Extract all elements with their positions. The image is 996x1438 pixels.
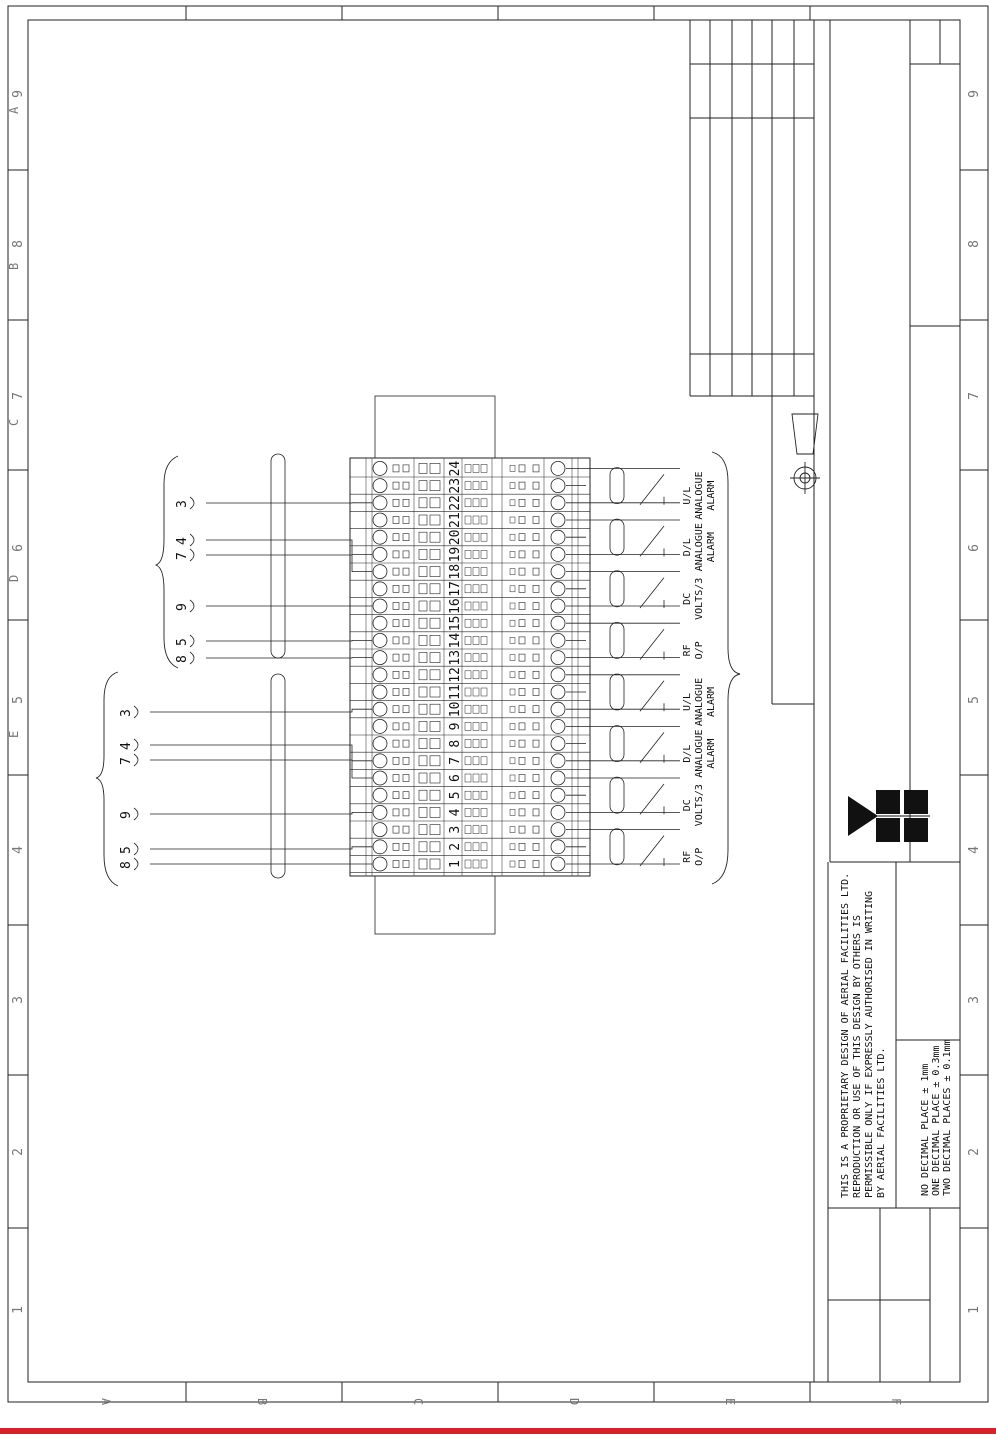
tolerance-line: TWO DECIMAL PLACES ± 0.1mm (942, 1039, 953, 1196)
terminal-number: 21 (448, 512, 463, 528)
wire (206, 540, 372, 554)
terminal-number: 8 (448, 740, 463, 748)
terminal-number: 1 (448, 860, 463, 868)
terminal-number: 17 (448, 581, 463, 597)
terminal-number: 20 (448, 530, 463, 546)
zone-letter-left: D (7, 575, 21, 582)
zone-letter-left: B (7, 263, 21, 270)
projection-symbol (790, 414, 820, 494)
terminal-block-body (350, 458, 590, 876)
alarm-label-line3: ALARM (706, 481, 717, 511)
bda1-pin-label: 9 (119, 811, 134, 819)
terminal-number: 16 (448, 598, 463, 614)
zone-number-right: 4 (967, 846, 982, 854)
bda2-pin-label: 5 (175, 638, 190, 646)
alarm-label-line1: U/L (682, 693, 693, 711)
bda2-pin-label: 8 (175, 655, 190, 663)
terminal-number: 19 (448, 547, 463, 563)
cable-screen-oval-2 (271, 454, 285, 658)
zone-number-left: 1 (11, 1306, 26, 1314)
proprietary-line: PERMISSIBLE ONLY IF EXPRESSLY AUTHORISED IN WRITING (864, 891, 875, 1198)
terminal-number: 22 (448, 495, 463, 511)
alarm-label-line1: DC (682, 593, 693, 605)
bda2-pin-socket (190, 534, 194, 546)
bda1-pin-socket (134, 858, 138, 870)
wire (206, 555, 372, 572)
bda1-pin-socket (134, 808, 138, 820)
relay-switch (640, 474, 664, 504)
bda1-pin-label: 5 (119, 846, 134, 854)
bda2-pin-label: 9 (175, 603, 190, 611)
zone-letter-bottom: D (567, 1398, 581, 1405)
zone-letter-bottom: B (255, 1398, 269, 1405)
relay-contacts (586, 468, 680, 866)
zone-number-left: 2 (11, 1148, 26, 1156)
zone-letter-bottom: E (723, 1398, 737, 1405)
relay-oval (610, 622, 624, 658)
relay-switch (640, 732, 664, 762)
terminal-number: 7 (448, 757, 463, 765)
zone-number-left: 9 (11, 90, 26, 98)
bda2-brace (156, 456, 178, 668)
bda1-pin-label: 8 (119, 861, 134, 869)
zone-number-right: 6 (967, 544, 982, 552)
bda1-brace (96, 672, 118, 886)
zone-number-right: 9 (967, 90, 982, 98)
terminal-number: 18 (448, 564, 463, 580)
zone-letter-bottom: A (99, 1398, 113, 1406)
tolerance-line: ONE DECIMAL PLACE ± 0.3mm (931, 1045, 942, 1196)
zone-number-right: 3 (967, 996, 982, 1004)
tolerance-line: NO DECIMAL PLACE ± 1mm (920, 1064, 931, 1196)
terminal-number: 23 (448, 478, 463, 494)
zone-letter-bottom: C (411, 1398, 425, 1405)
zone-letter-left: E (7, 731, 21, 738)
zone-number-right: 7 (967, 392, 982, 400)
zone-letter-bottom-right: F (889, 1398, 903, 1405)
terminal-number: 14 (448, 633, 463, 649)
alarm-label-line2: VOLTS/3 (694, 784, 705, 826)
relay-oval (610, 829, 624, 865)
alarm-label-line1: RF (682, 644, 693, 656)
bda1-pin-socket (134, 739, 138, 751)
terminal-number: 11 (448, 684, 463, 700)
zone-number-right: 8 (967, 240, 982, 248)
relay-switch (640, 784, 664, 814)
zone-number-left: 4 (11, 846, 26, 854)
alarm-label-line2: O/P (694, 641, 705, 659)
bda1-pin-label: 4 (119, 742, 134, 750)
terminal-number: 9 (448, 723, 463, 731)
zone-number-left: 8 (11, 240, 26, 248)
bda2-pin-label: 3 (175, 500, 190, 508)
terminal-number: 12 (448, 667, 463, 683)
zone-number-left: 5 (11, 696, 26, 704)
alarm-label-line2: ANALOGUE (694, 523, 705, 571)
alarm-label-line1: RF (682, 851, 693, 863)
bda2-pin-label: 7 (175, 552, 190, 560)
relay-oval (610, 571, 624, 607)
tolerances (920, 1039, 953, 1196)
alarm-label-line2: ANALOGUE (694, 730, 705, 778)
relay-oval (610, 674, 624, 710)
terminal-number: 3 (448, 826, 463, 834)
relay-oval (610, 726, 624, 762)
bda2-pin-socket (190, 652, 194, 664)
alarm-label-line2: ANALOGUE (694, 678, 705, 726)
terminal-number: 24 (448, 461, 463, 477)
terminal-number: 4 (448, 808, 463, 816)
alarm-label-line1: D/L (682, 538, 693, 556)
relay-switch (640, 836, 664, 866)
bda1-pin-socket (134, 843, 138, 855)
alarm-label-line3: ALARM (706, 687, 717, 717)
alarm-label-line3: ALARM (706, 532, 717, 562)
proprietary-line: REPRODUCTION OR USE OF THIS DESIGN BY OTHERS IS (852, 915, 863, 1198)
zone-number-left: 6 (11, 544, 26, 552)
wire (206, 640, 372, 641)
relay-oval (610, 777, 624, 813)
terminal-number: 10 (448, 702, 463, 718)
company-logo (848, 790, 930, 842)
terminal-number: 5 (448, 791, 463, 799)
bda2-pin-label: 4 (175, 537, 190, 545)
wire (150, 709, 372, 712)
wire (150, 745, 372, 761)
bda2-pin-socket (190, 635, 194, 647)
alarm-label-line1: D/L (682, 745, 693, 763)
bda2-pin-socket (190, 600, 194, 612)
terminal-number: 2 (448, 843, 463, 851)
alarm-label-line1: U/L (682, 487, 693, 505)
wire (150, 812, 372, 814)
zone-number-left: 3 (11, 996, 26, 1004)
relay-oval (610, 519, 624, 555)
alarm-label-line3: ALARM (706, 739, 717, 769)
bda1-pin-socket (134, 754, 138, 766)
relay-oval (610, 468, 624, 504)
zone-number-right: 1 (967, 1306, 982, 1314)
wire (150, 847, 372, 849)
zone-letter-left: A (7, 106, 21, 114)
alarm-label-line1: DC (682, 799, 693, 811)
alarm-label-line2: O/P (694, 848, 705, 866)
relay-switch (640, 578, 664, 608)
alarm-label-line2: VOLTS/3 (694, 578, 705, 620)
bda2-pin-socket (190, 549, 194, 561)
zone-number-right: 5 (967, 696, 982, 704)
relay-switch (640, 629, 664, 659)
bottom-red-bar (0, 1428, 996, 1434)
wire (150, 760, 372, 778)
proprietary-notice (840, 873, 887, 1198)
terminal-number: 15 (448, 616, 463, 632)
bda2-pin-socket (190, 497, 194, 509)
alarm-label-line2: ANALOGUE (694, 472, 705, 520)
bda1-pin-label: 3 (119, 709, 134, 717)
customer-connection-brace (712, 452, 740, 884)
relay-switch (640, 681, 664, 711)
bda1-pin-socket (134, 706, 138, 718)
zone-letter-left: C (7, 419, 21, 426)
zone-number-right: 2 (967, 1148, 982, 1156)
cable-screen-oval-1 (271, 674, 285, 878)
zone-number-left: 7 (11, 392, 26, 400)
proprietary-line: THIS IS A PROPRIETARY DESIGN OF AERIAL FACILITIES LTD. (840, 873, 851, 1198)
terminal-number: 6 (448, 774, 463, 782)
proprietary-line: BY AERIAL FACILITIES LTD. (876, 1047, 887, 1198)
bda1-pin-label: 7 (119, 757, 134, 765)
relay-switch (640, 526, 664, 556)
alarm-labels (682, 472, 717, 866)
terminal-number: 13 (448, 650, 463, 666)
